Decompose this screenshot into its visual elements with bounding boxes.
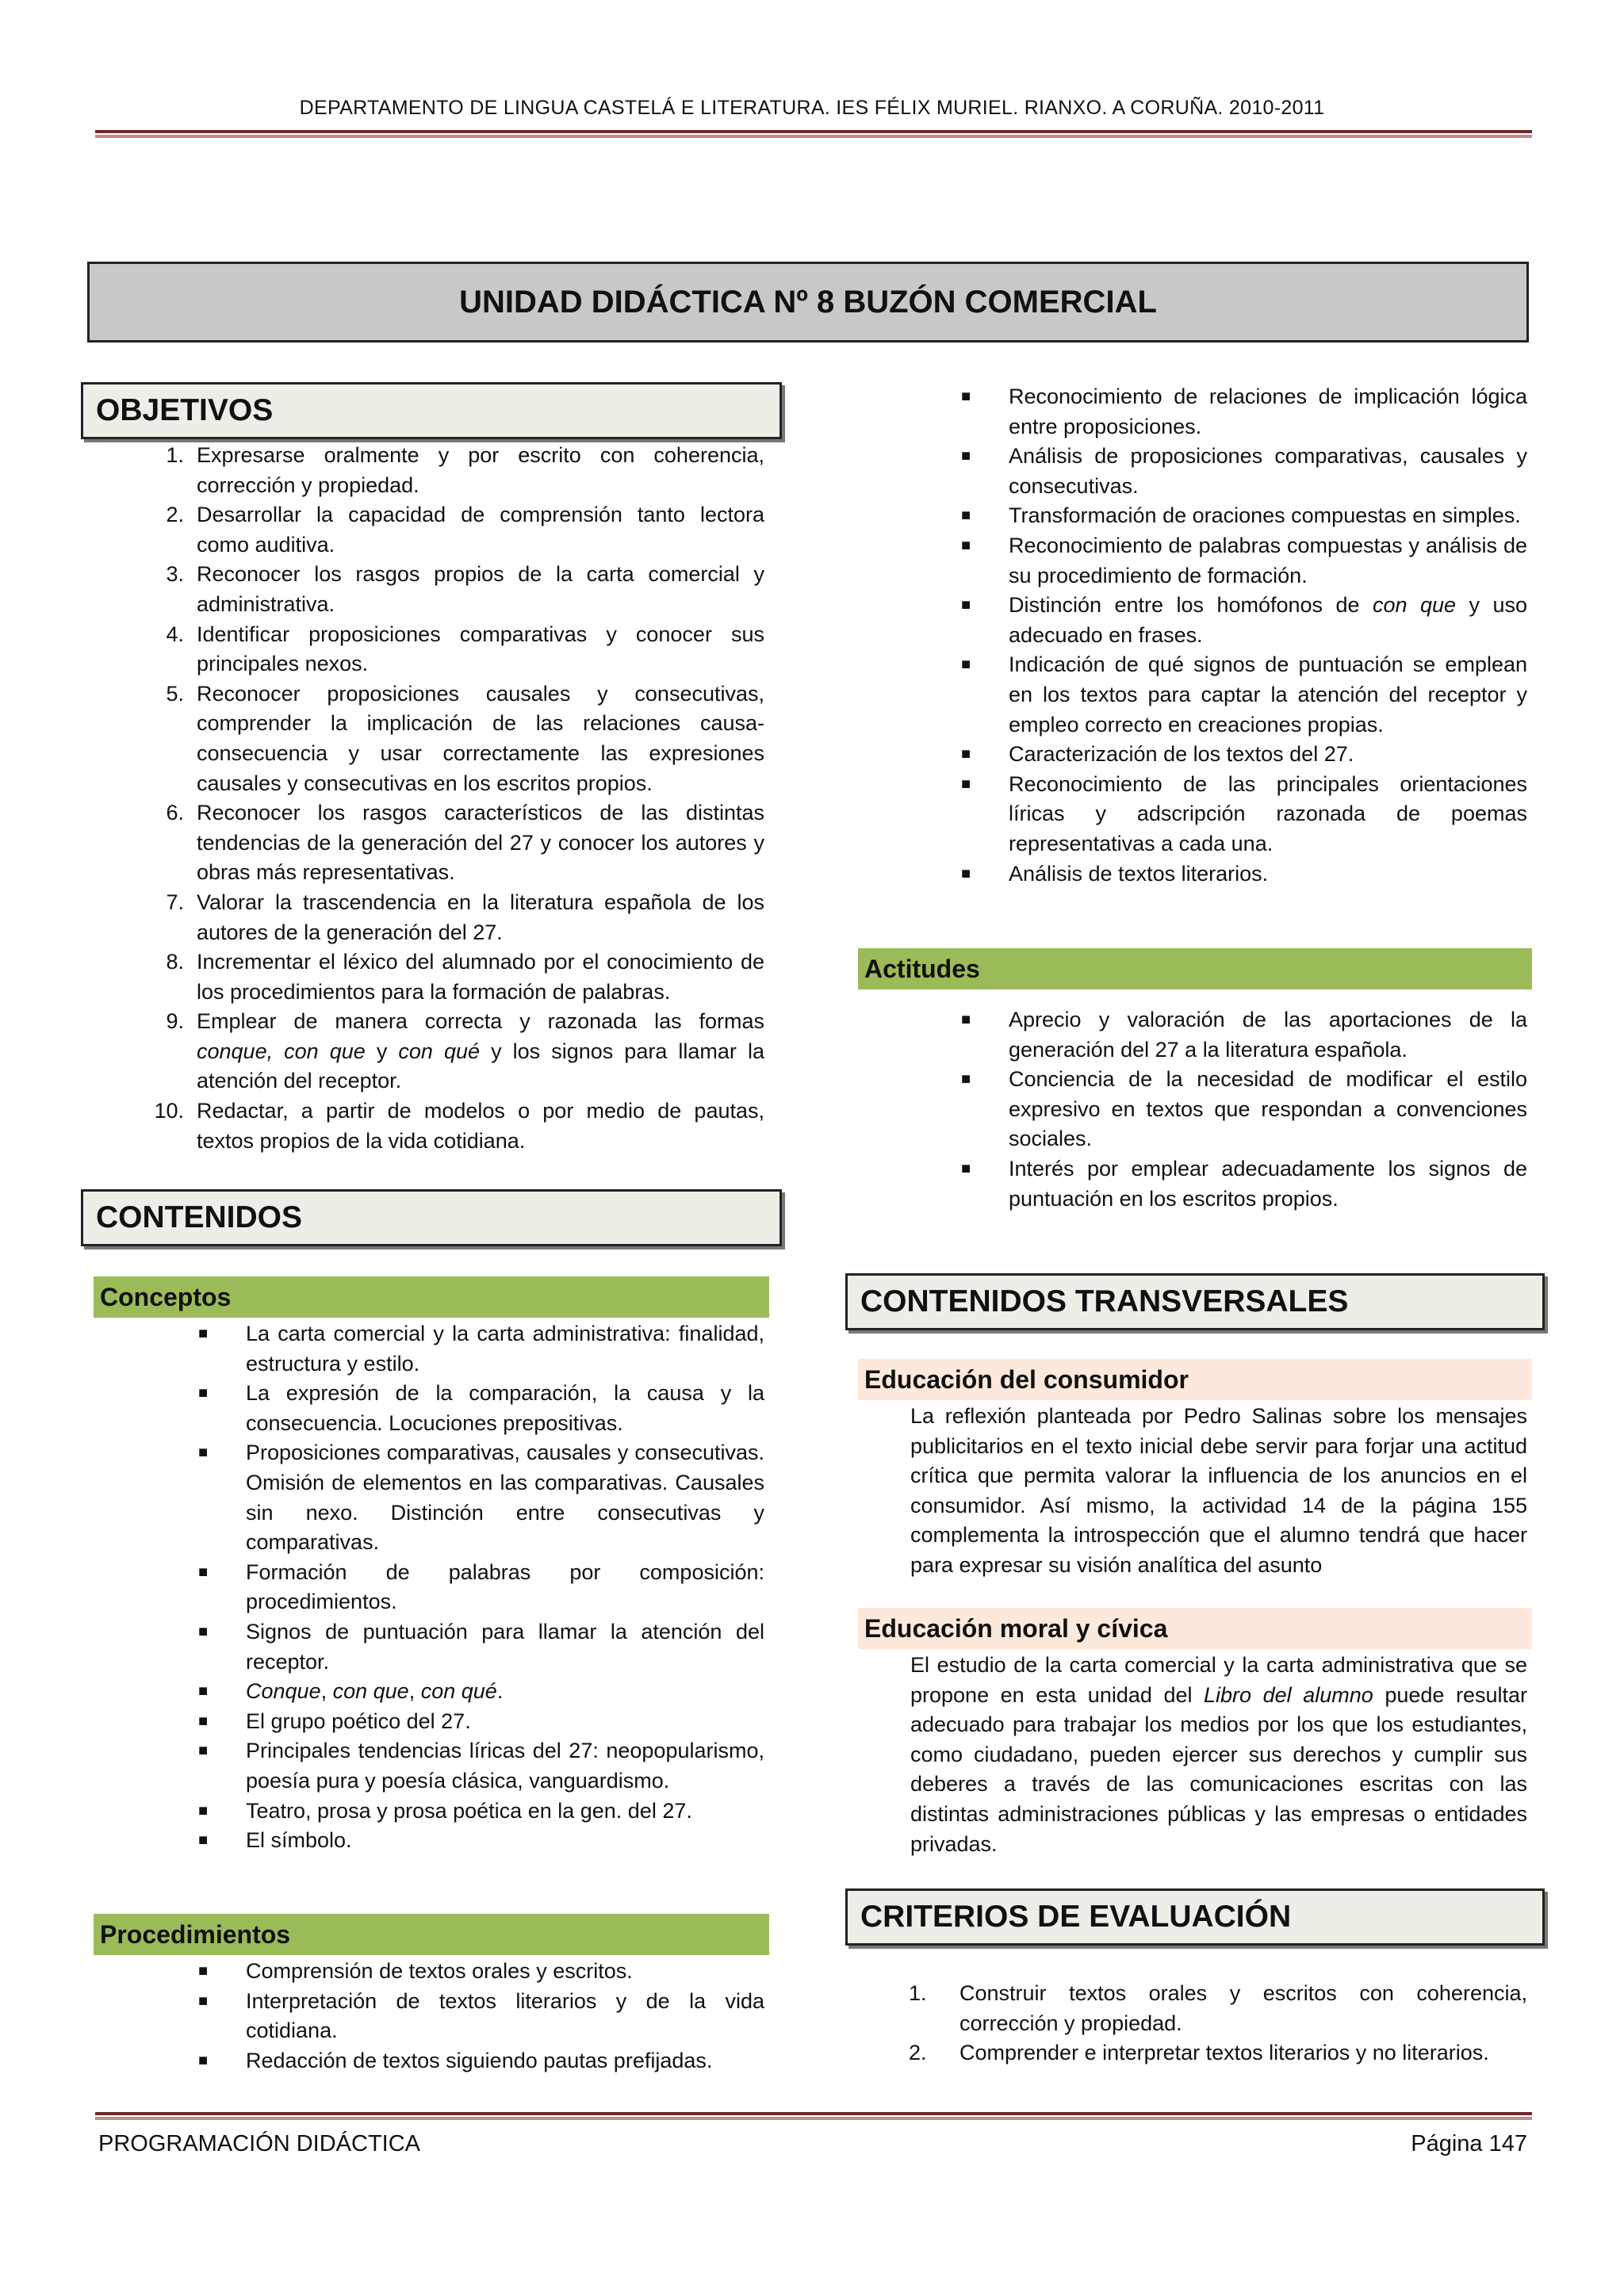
transversales-heading: CONTENIDOS TRANSVERSALES	[845, 1273, 1545, 1330]
criterios-list	[909, 1979, 1527, 2068]
procedimiento-item: ■ Redacción de textos siguiendo pautas prefijadas.	[198, 2048, 713, 2072]
moral-text: El estudio de la carta comercial y la carta administrativa que se propone en esta unidad del Libro del alumno puede resultar adecuado para trabajar los medios por los que los estudiantes, como ciudadano, pueden ejercer sus derechos y cumplir sus deberes a través de las comunicaciones escritas con las distintas administraciones públicas y las empresas o entidades privadas.	[910, 1653, 1527, 1856]
procedimientos-continued-list	[961, 382, 1527, 889]
footer-title: PROGRAMACIÓN DIDÁCTICA	[98, 2131, 421, 2156]
criterios-heading: CRITERIOS DE EVALUACIÓN	[845, 1888, 1545, 1946]
concepto-item: ■ Principales tendencias líricas del 27: neopopularismo, poesía pura y poesía clásica, vanguardismo.	[198, 1739, 764, 1793]
objetivo-item: 1. Expresarse oralmente y por escrito con coherencia, corrección y propiedad.	[166, 443, 764, 497]
actitudes-list	[961, 1005, 1527, 1214]
objetivo-item: 7. Valorar la trascendencia en la literatura española de los autores de la generación del 27.	[166, 890, 764, 944]
objetivo-item: 5. Reconocer proposiciones causales y consecutivas, comprender la implicación de las relaciones causa-consecuencia y usar correctamente las expresiones causales y consecutivas en los escritos propios.	[166, 681, 764, 795]
conceptos-heading: Conceptos	[94, 1276, 769, 1318]
procedimiento-item: ■ Reconocimiento de las principales orientaciones líricas y adscripción razonada de poemas representativas a cada una.	[961, 771, 1527, 855]
concepto-item: ■ Formación de palabras por composición: procedimientos.	[198, 1559, 764, 1614]
procedimiento-item: ■ Comprensión de textos orales y escritos.	[198, 1959, 633, 1983]
consumidor-text: La reflexión planteada por Pedro Salinas sobre los mensajes publicitarios en el texto inicial debe servir para forjar una actitud crítica que permita valorar la influencia de los anuncios en el consumidor. Así mismo, la actividad 14 de la página 155 complementa la introspección que el alumno tendrá que hacer para expresar su visión analítica del asunto	[910, 1404, 1527, 1577]
actitud-item: ■ Interés por emplear adecuadamente los signos de puntuación en los escritos propios.	[961, 1156, 1527, 1211]
objetivos-heading: OBJETIVOS	[81, 382, 782, 439]
header-rule	[95, 130, 1532, 138]
procedimientos-heading: Procedimientos	[94, 1914, 769, 1955]
concepto-item: ■ Signos de puntuación para llamar la atención del receptor.	[198, 1619, 764, 1674]
objetivo-item: 2. Desarrollar la capacidad de comprensión tanto lectora como auditiva.	[166, 503, 764, 557]
procedimiento-item: ■ Reconocimiento de relaciones de implicación lógica entre proposiciones.	[961, 385, 1527, 438]
procedimiento-item: ■ Análisis de textos literarios.	[961, 861, 1269, 886]
procedimiento-item: ■ Reconocimiento de palabras compuestas y análisis de su procedimiento de formación.	[961, 533, 1527, 587]
consumidor-heading: Educación del consumidor	[858, 1359, 1532, 1400]
concepto-item: ■ La carta comercial y la carta administrativa: finalidad, estructura y estilo.	[198, 1322, 764, 1376]
procedimientos-list	[198, 1957, 764, 2076]
actitud-item: ■ Aprecio y valoración de las aportaciones de la generación del 27 a la literatura española.	[961, 1008, 1527, 1062]
criterio-item: 2. Comprender e interpretar textos literarios y no literarios.	[909, 2041, 1489, 2065]
conceptos-list	[198, 1319, 764, 1856]
concepto-item: ■ Conque, con que, con qué.	[198, 1679, 504, 1704]
header-department: DEPARTAMENTO DE LINGUA CASTELÁ E LITERATURA. IES FÉLIX MURIEL. RIANXO. A CORUÑA. 2010-2011	[299, 97, 1325, 119]
objetivo-item: 8. Incrementar el léxico del alumnado por el conocimiento de los procedimientos para la formación de palabras.	[166, 950, 764, 1004]
moral-heading: Educación moral y cívica	[858, 1608, 1532, 1649]
page-number: Página 147	[1411, 2131, 1527, 2156]
procedimiento-item: ■ Caracterización de los textos del 27.	[961, 742, 1354, 767]
objetivo-item: 10. Redactar, a partir de modelos o por medio de pautas, textos propios de la vida cotidiana.	[154, 1099, 764, 1153]
footer-rule	[95, 2112, 1532, 2120]
objetivos-list	[154, 441, 764, 1156]
actitudes-heading: Actitudes	[858, 948, 1532, 989]
objetivo-item: 6. Reconocer los rasgos característicos de las distintas tendencias de la generación del 27 y conocer los autores y obras más representativas.	[166, 801, 764, 885]
actitud-item: ■ Conciencia de la necesidad de modificar el estilo expresivo en textos que respondan a convenciones sociales.	[961, 1067, 1527, 1151]
concepto-item: ■ Proposiciones comparativas, causales y consecutivas. Omisión de elementos en las comparativas. Causales sin nexo. Distinción entre consecutivas y comparativas.	[198, 1441, 764, 1555]
objetivo-item: 3. Reconocer los rasgos propios de la carta comercial y administrativa.	[166, 562, 764, 616]
procedimiento-item: ■ Indicación de qué signos de puntuación se emplean en los textos para captar la atención del receptor y empleo correcto en creaciones propias.	[961, 652, 1527, 737]
concepto-item: ■ El símbolo.	[198, 1828, 352, 1853]
concepto-item: ■ Teatro, prosa y prosa poética en la gen. del 27.	[198, 1798, 692, 1823]
criterio-item: 1. Construir textos orales y escritos con coherencia, corrección y propiedad.	[909, 1981, 1527, 2035]
procedimiento-item: ■ Análisis de proposiciones comparativas, causales y consecutivas.	[961, 444, 1527, 498]
objetivo-item: 4. Identificar proposiciones comparativas y conocer sus principales nexos.	[166, 622, 764, 676]
unit-title: UNIDAD DIDÁCTICA Nº 8 BUZÓN COMERCIAL	[87, 262, 1529, 342]
concepto-item: ■ La expresión de la comparación, la causa y la consecuencia. Locuciones prepositivas.	[198, 1381, 764, 1435]
procedimiento-item: ■ Interpretación de textos literarios y de la vida cotidiana.	[198, 1988, 764, 2043]
concepto-item: ■ El grupo poético del 27.	[198, 1709, 471, 1733]
procedimiento-item: ■ Transformación de oraciones compuestas en simples.	[961, 503, 1521, 528]
procedimiento-item: ■ Distinción entre los homófonos de con que y uso adecuado en frases.	[961, 593, 1527, 647]
objetivo-item: 9. Emplear de manera correcta y razonada las formas conque, con que y con qué y los signos para llamar la atención del receptor.	[166, 1009, 764, 1093]
contenidos-heading: CONTENIDOS	[81, 1189, 782, 1246]
